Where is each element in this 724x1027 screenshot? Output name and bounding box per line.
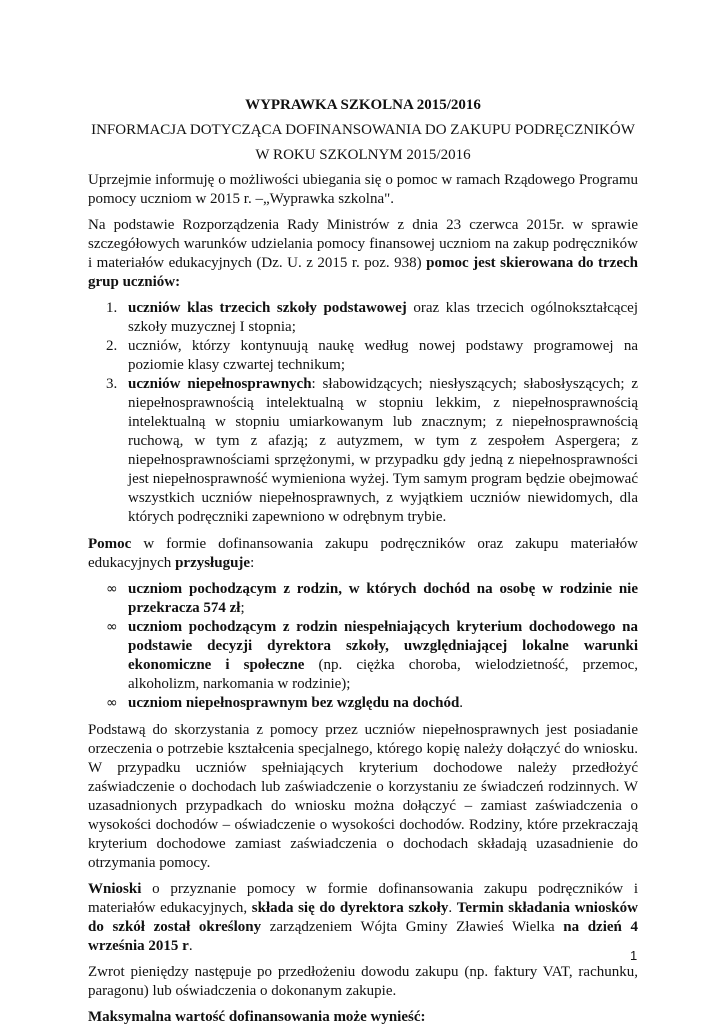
list-item [88, 299, 638, 337]
applications-text-3: zarządzeniem Wójta Gminy Zławieś Wielka [261, 919, 564, 935]
list-item-bold: uczniom niepełnosprawnym bez względu na dochód [128, 695, 460, 711]
list-item-text: . [459, 695, 464, 711]
infinity-bullet-icon: ∞ [106, 581, 118, 597]
list-number: 1. [106, 300, 118, 316]
help-paragraph [88, 535, 638, 573]
document-title: WYPRAWKA SZKOLNA 2015/2016 [245, 97, 481, 113]
applications-bold-1: Wnioski [88, 881, 142, 897]
help-bold-1: Pomoc [88, 536, 132, 552]
max-value-heading: Maksymalna wartość dofinansowania może wynieść: [88, 1009, 426, 1025]
intro-paragraph: Uprzejmie informuję o możliwości ubiegania się o pomoc w ramach Rządowego Programu pomocy uczniom w 2015 r. –„Wyprawka szkolna". [88, 172, 638, 207]
list-item [88, 375, 638, 527]
applications-paragraph [88, 880, 638, 956]
infinity-bullet-icon: ∞ [106, 695, 118, 711]
list-number: 3. [106, 376, 118, 392]
list-item [88, 618, 638, 694]
help-text-2: : [250, 555, 255, 571]
legal-basis-text: Na podstawie Rozporządzenia Rady Ministrów z dnia 23 czerwca 2015r. w sprawie szczegółowych warunków udzielania pomocy finansowej uczniom na zakup podręczników i materiałów edukacyjnych (Dz. U. z 2015 r. poz. 938) [88, 217, 638, 271]
list-item [88, 337, 638, 375]
list-item-text: : słabowidzących; niesłyszących; słabosłyszących; z niepełnosprawnością intelektualną w stopniu lekkim, z niepełnosprawnością intelektualną w stopniu umiarkowanym lub znacznym; z niepełnosprawnością ruchową, w tym z afazją; z autyzmem, w tym z zespołem Aspergera; z niepełnosprawnościami sprzężonymi, w przypadku gdy jedną z niepełnosprawności jest niepełnosprawność wymieniona wyżej. Tym samym program będzie obejmować wszystkich uczniów niepełnosprawnych, z wyjątkiem uczniów niewidomych, dla których podręczniki zapewniono w odrębnym trybie. [128, 376, 638, 525]
applications-text-2: . [448, 900, 457, 916]
infinity-bullet-icon: ∞ [106, 619, 118, 635]
list-item [88, 694, 638, 713]
applications-text-1: o przyznanie pomocy w formie dofinansowania zakupu podręczników i materiałów edukacyjnych, [88, 881, 638, 916]
help-text-1: w formie dofinansowania zakupu podręczników oraz zakupu materiałów edukacyjnych [88, 536, 638, 571]
applications-bold-2: składa się do dyrektora szkoły [251, 900, 449, 916]
list-item-text: oraz klas trzecich ogólnokształcącej szkoły muzycznej I stopnia; [128, 300, 638, 335]
applications-bold-3: Termin składania wniosków do szkół został określony [88, 900, 638, 935]
list-item [88, 580, 638, 618]
page-number: 1 [630, 948, 638, 963]
student-groups-list [88, 299, 638, 527]
list-item-text: uczniów, którzy kontynuują naukę według nowej podstawy programowej na poziomie klasy czwartej technikum; [128, 338, 638, 373]
legal-basis-paragraph [88, 216, 638, 292]
list-number: 2. [106, 338, 118, 354]
document-body [88, 96, 638, 1027]
recipients-list [88, 580, 638, 713]
applications-text-4: . [188, 938, 193, 954]
applications-bold-4: na dzień 4 września 2015 r [88, 919, 638, 954]
refund-paragraph: Zwrot pieniędzy następuje po przedłożeniu dowodu zakupu (np. faktury VAT, rachunku, paragonu) lub oświadczenia o dokonanym zakupie. [88, 964, 638, 999]
list-item-text: ; [240, 600, 245, 616]
list-item-bold: uczniom pochodzącym z rodzin, w których dochód na osobę w rodzinie nie przekracza 574 zł [128, 581, 638, 616]
grounds-paragraph: Podstawą do skorzystania z pomocy przez uczniów niepełnosprawnych jest posiadanie orzeczenia o potrzebie kształcenia specjalnego, którego kopię należy dołączyć do wniosku. W przypadku uczniów spełniających kryterium dochodowe należy przedłożyć zaświadczenie o dochodach lub zaświadczenie o korzystaniu ze świadczeń rodzinnych. W uzasadnionych przypadkach do wniosku można dołączyć – zamiast zaświadczenia o wysokości dochodów – oświadczenie o wysokości dochodów. Rodziny, które przekraczają kryterium dochodowe zamiast zaświadczenia o dochodach składają uzasadnienie do otrzymania pomocy. [88, 722, 638, 871]
document-subtitle-line2: W ROKU SZKOLNYM 2015/2016 [255, 147, 471, 163]
help-bold-2: przysługuje [175, 555, 251, 571]
document-subtitle-line1: INFORMACJA DOTYCZĄCA DOFINANSOWANIA DO ZAKUPU PODRĘCZNIKÓW [91, 122, 635, 138]
list-item-text: (np. ciężka choroba, wielodzietność, przemoc, alkoholizm, narkomania w rodzinie); [128, 657, 638, 692]
list-item-bold: uczniów niepełnosprawnych [128, 376, 312, 392]
list-item-bold: uczniów klas trzecich szkoły podstawowej [128, 300, 407, 316]
legal-basis-bold: pomoc jest skierowana do trzech grup uczniów: [88, 255, 639, 290]
list-item-bold: uczniom pochodzącym z rodzin niespełniających kryterium dochodowego na podstawie decyzji dyrektora szkoły, uwzględniającej lokalne warunki ekonomiczne i społeczne [128, 619, 638, 673]
